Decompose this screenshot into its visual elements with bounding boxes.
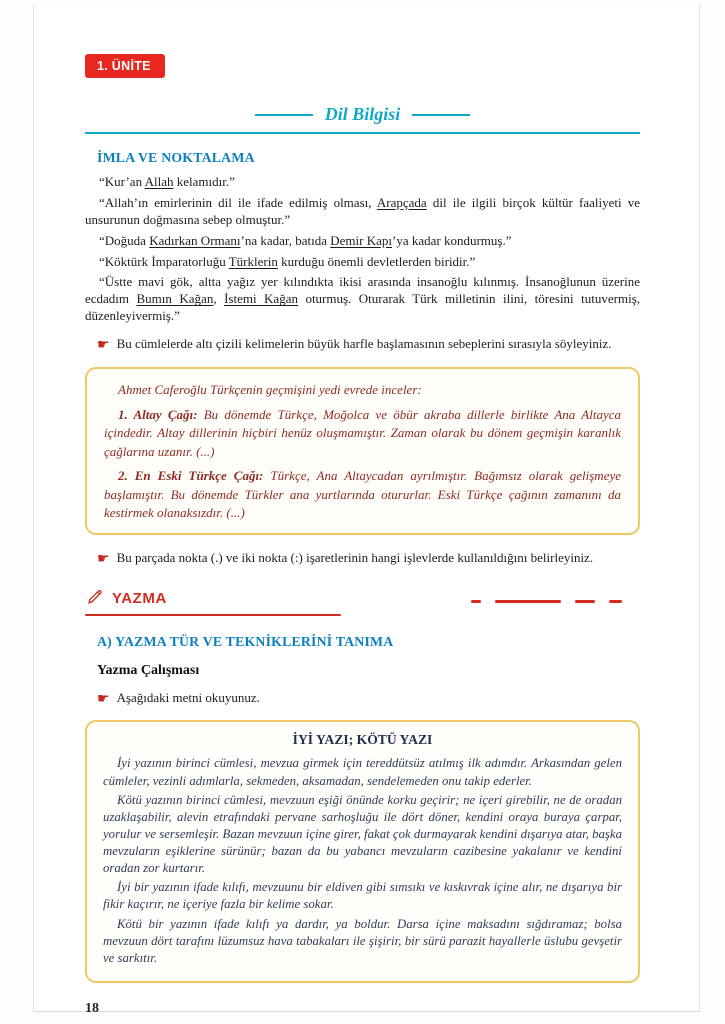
pencil-icon xyxy=(87,588,104,610)
box-paragraph: Ahmet Caferoğlu Türkçenin geçmişini yedi evrede inceler: xyxy=(118,382,422,398)
reading-text-box xyxy=(85,720,640,983)
yazma-underline xyxy=(85,614,341,617)
section-title-row xyxy=(85,104,640,125)
example-sentences xyxy=(85,174,640,325)
instruction-text: Aşağıdaki metni okuyunuz. xyxy=(116,690,260,706)
unit-badge: 1. ÜNİTE xyxy=(85,54,165,78)
sentence-paragraph: “Üstte mavi gök, altta yağız yer kılındıkta ikisi arasında insanoğlu kılınmış. İnsanoğlunun üzerine ecdadım Bumın Kağan, İstemi Kağan oturmuş. Oturarak Türk milletinin ilini, töresini tutuvermiş, düzenleyivermiş.” xyxy=(85,274,641,324)
writing-subheading: Yazma Çalışması xyxy=(97,663,200,679)
sentence-paragraph: “Doğuda Kadırkan Ormanı’na kadar, batıda Demir Kapı’ya kadar kondurmuş.” xyxy=(99,232,512,248)
sentence-paragraph: “Kur’an Allah kelamıdır.” xyxy=(99,174,235,189)
pointer-hand-icon: ☛ xyxy=(97,551,110,568)
box-paragraph: 2. En Eski Türkçe Çağı: Türkçe, Ana Altaycadan ayrılmıştır. Bağımsız olarak gelişmeye başlamıştır. Bu dönemde Türkler ana yurtlarında otururlar. Eski Türkçe çağının zamanını da kestirmek olanaksızdır. (...) xyxy=(104,468,621,521)
reading-paragraph: Kötü yazının birinci cümlesi, mevzuun eşiği önünde korku geçirir; ne içeri girebilir, ne de oradan uzaklaşabilir, alevin etrafındaki pervane sarhoşluğu ile dört döner, kendini oraya buraya çarpar, yorulur ve sersemleşir. Bazan mevzuun içine girer, fakat çok durmayarak kendini dışarıya atar, başka mevzuların eşiklerine sürünür; bazan da bu yabancı mevzuların cazibesine yakalanır ve kendini oradan zor kurtarır. xyxy=(103,792,622,876)
reading-paragraph: İyi bir yazının ifade kılıfı, mevzuunu bir eldiven gibi sımsıkı ve kıskıvrak içine alır, ne dışarıya bir fikir kaçırır, ne içeriye fazla bir kelime sokar. xyxy=(103,880,622,912)
teal-divider-line xyxy=(85,132,640,134)
heading-writing: A) YAZMA TÜR VE TEKNİKLERİNİ TANIMA xyxy=(97,634,394,650)
sentence-paragraph: “Allah’ın emirlerinin dil ile ifade edilmiş olması, Arapçada dil ile ilgili birçok kültür faaliyeti ve unsurunun doğmasına sebep olmuştur.” xyxy=(85,194,640,227)
reading-box-title: İYİ YAZI; KÖTÜ YAZI xyxy=(292,732,433,748)
instruction-row xyxy=(97,690,640,708)
heading-imla: İMLA VE NOKTALAMA xyxy=(97,150,255,165)
pointer-hand-icon: ☛ xyxy=(97,691,110,708)
dash xyxy=(495,600,561,603)
instruction-text: Bu cümlelerde altı çizili kelimelerin büyük harfle başlamasının sebeplerini sırasıyla söyleyiniz. xyxy=(116,336,612,352)
reading-paragraph: İyi yazının birinci cümlesi, mevzua girmek için tereddütsüz atılmış ilk adımdır. Arkasından gelen cümleler, vezinli adımlarla, sekmeden, aksamadan, sendelemeden onu takip ederler. xyxy=(103,756,622,788)
box-paragraph: 1. Altay Çağı: Bu dönemde Türkçe, Moğolca ve öbür akraba dillerle birlikte Ana Altayca içindedir. Altay dillerinin hiçbiri henüz oluşmamıştır. Zaman olarak bu dönem geçmişin karanlık çağlarına uzanır. (...) xyxy=(104,406,621,459)
yazma-dash-decoration xyxy=(471,600,640,603)
instruction-text: Bu parçada nokta (.) ve iki nokta (:) işaretlerinin hangi işlevlerde kullanıldığını belirleyiniz. xyxy=(116,550,594,566)
dash xyxy=(471,600,481,603)
grammar-info-box xyxy=(85,367,640,535)
title-left-dash xyxy=(255,114,313,116)
sentence-paragraph: “Köktürk İmparatorluğu Türklerin kurduğu önemli devletlerden biridir.” xyxy=(99,253,476,269)
yazma-section-header xyxy=(85,588,640,617)
page-number: 18 xyxy=(85,1001,99,1017)
reading-paragraph: Kötü bir yazının ifade kılıfı ya dardır, ya boldur. Darsa içine maksadını sığdıramaz; bolsa mevzuun dört tarafını lüzumsuz hava tabakaları ile şişirir, bir sürü parazit hayallerle üslubu gevşetir ve sarkıtır. xyxy=(103,916,622,965)
instruction-row xyxy=(97,550,640,568)
dash xyxy=(609,600,622,603)
section-title: Dil Bilgisi xyxy=(324,104,401,124)
yazma-label: YAZMA xyxy=(112,590,167,608)
yazma-label-block xyxy=(85,588,341,617)
title-right-dash xyxy=(412,114,470,116)
instruction-row xyxy=(97,336,640,354)
pointer-hand-icon: ☛ xyxy=(97,337,110,354)
dash xyxy=(575,600,595,603)
